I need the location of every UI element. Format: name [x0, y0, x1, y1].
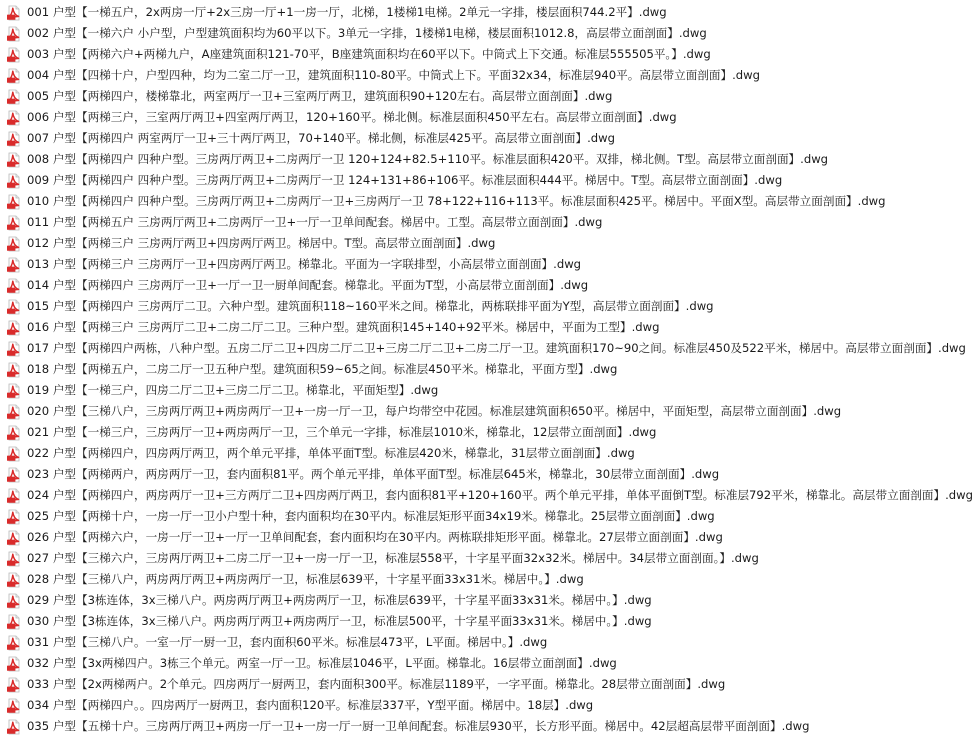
file-row[interactable]: [0, 338, 966, 359]
file-name: 026 户型【两梯六户，一房一厅一卫+一厅一卫单间配套，套内面积均在30平内。两栋联排矩形平面。梯靠北。27层带立面剖面】.dwg: [27, 530, 723, 544]
file-row[interactable]: [0, 86, 872, 107]
file-name: 011 户型【两梯五户 三房两厅两卫+二房两厅一卫+一厅一卫单间配套。梯居中。工型。高层带立面剖面】.dwg: [27, 215, 603, 229]
file-name: 001 户型【一梯五户，2x两房一厅+2x三房一厅+1一房一厅，北梯，1楼梯1电梯。2单元一字排，楼层面积744.2平】.dwg: [27, 5, 667, 19]
pdf-icon: [6, 572, 22, 588]
file-name: 033 户型【2x两梯两户。2个单元。四房两厅一厨两卫，套内面积300平。标准层1189平，一字平面。梯靠北。28层带立面剖面】.dwg: [27, 677, 726, 691]
pdf-icon: [6, 68, 22, 84]
pdf-icon: [6, 89, 22, 105]
file-row[interactable]: [0, 233, 872, 254]
pdf-icon: [6, 593, 22, 609]
pdf-icon: [6, 278, 22, 294]
pdf-icon: [6, 26, 22, 42]
file-row[interactable]: [0, 716, 872, 737]
file-name: 003 户型【两梯六户+两梯九户，A座建筑面积121-70平，B座建筑面积均在60平以下。中筒式上下交通。标准层555505平。】.dwg: [27, 47, 711, 61]
pdf-icon: [6, 383, 22, 399]
pdf-icon: [6, 488, 22, 504]
pdf-icon: [6, 530, 22, 546]
file-row[interactable]: [0, 569, 872, 590]
file-row[interactable]: [0, 611, 872, 632]
file-name: 002 户型【一梯六户 小户型，户型建筑面积均为60平以下。3单元一字排，1楼梯1电梯，楼层面积1012.8，高层带立面剖面】.dwg: [27, 26, 707, 40]
file-name: 020 户型【三梯八户，三房两厅两卫+两房两厅一卫+一房一厅一卫，每户均带空中花园。标准层建筑面积650平。梯居中，平面矩型，高层带立面剖面】.dwg: [27, 404, 842, 418]
file-row[interactable]: [0, 65, 872, 86]
pdf-icon: [6, 5, 22, 21]
file-name: 016 户型【两梯三户 三房两厅二卫+二房二厅二卫。三种户型。建筑面积145+140+92平米。梯居中，平面为工型】.dwg: [27, 320, 660, 334]
pdf-icon: [6, 152, 22, 168]
pdf-icon: [6, 551, 22, 567]
pdf-icon: [6, 509, 22, 525]
file-row[interactable]: [0, 254, 872, 275]
pdf-icon: [6, 467, 22, 483]
file-name: 013 户型【两梯三户 三房两厅一卫+四房两厅两卫。梯靠北。平面为一字联排型，小高层带立面剖面】.dwg: [27, 257, 582, 271]
file-row[interactable]: [0, 632, 872, 653]
pdf-icon: [6, 425, 22, 441]
file-name: 031 户型【三梯八户。一室一厅一厨一卫，套内面积60平米。标准层473平，L平面。梯居中。】.dwg: [27, 635, 548, 649]
file-name: 030 户型【3栋连体，3x三梯八户。两房两厅两卫+两房两厅一卫，标准层500平，十字星平面33x31米。梯居中。】.dwg: [27, 614, 652, 628]
file-name: 010 户型【两梯四户 四种户型。三房两厅两卫+二房两厅一卫+三房两厅一卫 78+122+116+113平。标准层面积425平。梯居中。平面X型。高层带立面剖面】.dwg: [27, 194, 886, 208]
file-name: 009 户型【两梯四户 四种户型。三房两厅两卫+二房两厅一卫 124+131+86+106平。标准层面积444平。梯居中。T型。高层带立面剖面】.dwg: [27, 173, 783, 187]
file-row[interactable]: [0, 149, 872, 170]
pdf-icon: [6, 47, 22, 63]
file-name: 017 户型【两梯四户两栋，八种户型。五房二厅二卫+四房二厅二卫+三房二厅二卫+二房二厅一卫。建筑面积170~90之间。标准层450及522平米，梯居中。高层带立面剖面】.dwg: [27, 341, 966, 355]
pdf-icon: [6, 635, 22, 651]
file-name: 018 户型【两梯五户，二房二厅一卫五种户型。建筑面积59~65之间。标准层450平米。梯靠北，平面方型】.dwg: [27, 362, 618, 376]
pdf-icon: [6, 719, 22, 735]
file-row[interactable]: [0, 2, 872, 23]
file-row[interactable]: [0, 128, 872, 149]
file-name: 032 户型【3x两梯四户。3栋三个单元。两室一厅一卫。标准层1046平，L平面。梯靠北。16层带立面剖面】.dwg: [27, 656, 617, 670]
file-name: 006 户型【两梯三户，三室两厅两卫+四室两厅两卫，120+160平。梯北侧。标准层面积450平左右。高层带立面剖面】.dwg: [27, 110, 677, 124]
pdf-icon: [6, 131, 22, 147]
file-name: 027 户型【三梯六户，三房两厅两卫+二房二厅一卫+一房一厅一卫，标准层558平，十字星平面32x32米。梯居中。34层带立面剖面。】.dwg: [27, 551, 759, 565]
file-name: 007 户型【两梯四户 两室两厅一卫+三十两厅两卫，70+140平。梯北侧，标准层425平。高层带立面剖面】.dwg: [27, 131, 615, 145]
file-name: 024 户型【两梯四户，两房两厅一卫+三方两厅二卫+四房两厅两卫，套内面积81平+120+160平。两个单元平排，单体平面倒T型。标准层792平米，梯靠北。高层带立面剖面】.dwg: [27, 488, 973, 502]
file-name: 034 户型【两梯四户。。四房两厅一厨两卫，套内面积120平。标准层337平，Y型平面。梯居中。18层】.dwg: [27, 698, 594, 712]
file-name: 015 户型【两梯四户 三房两厅二卫。六种户型。建筑面积118~160平米之间。梯靠北，两栋联排平面为Y型，高层带立面剖面】.dwg: [27, 299, 714, 313]
file-row[interactable]: [0, 653, 872, 674]
file-name: 021 户型【一梯三户，三房两厅一卫+两房两厅一卫，三个单元一字排，标准层1010米，梯靠北，12层带立面剖面】.dwg: [27, 425, 657, 439]
file-name: 025 户型【两梯十户，一房一厅一卫小户型十种，套内面积均在30平内。标准层矩形平面34x19米。梯靠北。25层带立面剖面】.dwg: [27, 509, 715, 523]
file-row[interactable]: [0, 506, 872, 527]
pdf-icon: [6, 656, 22, 672]
file-name: 023 户型【两梯两户，两房两厅一卫，套内面积81平。两个单元平排，单体平面T型。标准层645米，梯靠北，30层带立面剖面】.dwg: [27, 467, 720, 481]
file-name: 028 户型【三梯八户，两房两厅两卫+两房两厅一卫，标准层639平，十字星平面33x31米。梯居中。】.dwg: [27, 572, 584, 586]
file-row[interactable]: [0, 695, 872, 716]
file-row[interactable]: [0, 443, 872, 464]
pdf-icon: [6, 236, 22, 252]
file-row[interactable]: [0, 23, 872, 44]
file-row[interactable]: [0, 359, 872, 380]
pdf-icon: [6, 677, 22, 693]
file-name: 012 户型【两梯三户 三房两厅两卫+四房两厅两卫。梯居中。T型。高层带立面剖面】.dwg: [27, 236, 496, 250]
pdf-icon: [6, 110, 22, 126]
file-row[interactable]: [0, 401, 872, 422]
file-name: 005 户型【两梯四户，楼梯靠北，两室两厅一卫+三室两厅两卫，建筑面积90+120左右。高层带立面剖面】.dwg: [27, 89, 613, 103]
file-row[interactable]: [0, 548, 872, 569]
pdf-icon: [6, 404, 22, 420]
file-row[interactable]: [0, 464, 872, 485]
file-row[interactable]: [0, 107, 872, 128]
pdf-icon: [6, 320, 22, 336]
file-row[interactable]: [0, 590, 872, 611]
pdf-icon: [6, 299, 22, 315]
file-row[interactable]: [0, 191, 886, 212]
file-row[interactable]: [0, 296, 872, 317]
pdf-icon: [6, 173, 22, 189]
file-row[interactable]: [0, 275, 872, 296]
pdf-icon: [6, 446, 22, 462]
file-row[interactable]: [0, 485, 973, 506]
file-row[interactable]: [0, 380, 872, 401]
pdf-icon: [6, 194, 22, 210]
pdf-icon: [6, 614, 22, 630]
file-name: 022 户型【两梯四户，四房两厅两卫，两个单元平排，单体平面T型。标准层420米，梯靠北，31层带立面剖面】.dwg: [27, 446, 635, 460]
file-row[interactable]: [0, 422, 872, 443]
file-row[interactable]: [0, 44, 872, 65]
pdf-icon: [6, 257, 22, 273]
file-name: 008 户型【两梯四户 四种户型。三房两厅两卫+二房两厅一卫 120+124+82.5+110平。标准层面积420平。双排，梯北侧。T型。高层带立面剖面】.dwg: [27, 152, 829, 166]
file-row[interactable]: [0, 212, 872, 233]
file-name: 014 户型【两梯四户 三房两厅一卫+一厅一卫一厨单间配套。梯靠北。平面为T型，小高层带立面剖面】.dwg: [27, 278, 589, 292]
pdf-icon: [6, 362, 22, 378]
file-row[interactable]: [0, 674, 872, 695]
file-row[interactable]: [0, 170, 872, 191]
pdf-icon: [6, 215, 22, 231]
file-row[interactable]: [0, 317, 872, 338]
file-name: 004 户型【四梯十户，户型四种，均为二室二厅一卫，建筑面积110-80平。中筒式上下。平面32x34，标准层940平。高层带立面剖面】.dwg: [27, 68, 760, 82]
pdf-icon: [6, 341, 22, 357]
file-name: 035 户型【五梯十户。三房两厅两卫+两房一厅一卫+一房一厅一厨一卫单间配套。标准层930平，长方形平面。梯居中。42层超高层带平面剖面】.dwg: [27, 719, 810, 733]
file-name: 019 户型【一梯三户，四房二厅二卫+三房二厅二卫。梯靠北，平面矩型】.dwg: [27, 383, 439, 397]
file-name: 029 户型【3栋连体，3x三梯八户。两房两厅两卫+两房两厅一卫，标准层639平，十字星平面33x31米。梯居中。】.dwg: [27, 593, 652, 607]
file-row[interactable]: [0, 527, 872, 548]
pdf-icon: [6, 698, 22, 714]
